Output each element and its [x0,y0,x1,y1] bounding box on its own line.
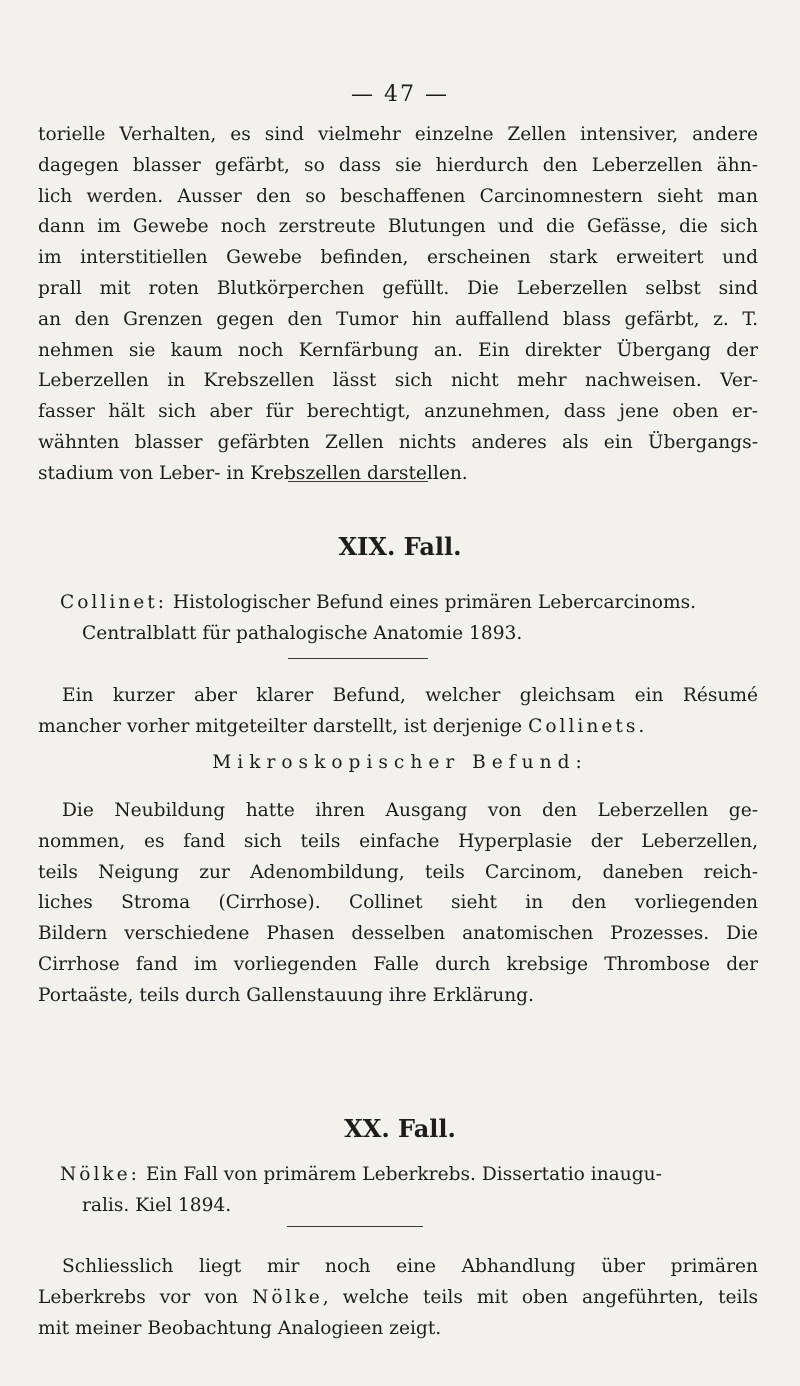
subheading-mikroskopisch: Mikroskopischer Befund: [212,752,588,773]
text-line: Bildern verschiedene Phasen desselben anatomischen Prozesses. Die [38,923,758,945]
text-line: Cirrhose fand im vorliegenden Falle durch krebsige Thrombose der [38,953,758,975]
text-line: Schliesslich liegt mir noch eine Abhandlung über primären [62,1256,758,1277]
text-fragment: mancher vorher mitgeteilter darstellt, ist derjenige [38,715,529,737]
text-line: fasser hält sich aber für berechtigt, anzunehmen, dass jene oben er- [38,401,758,423]
text-line: liches Stroma (Cirrhose). Collinet sieht in den vorliegenden [38,892,758,914]
text-line: Portaäste, teils durch Gallenstauung ihre Erklärung. [38,984,534,1006]
author-name: Nölke [252,1286,323,1308]
page-number: — 47 — [351,82,449,107]
reference-author: Nölke: [60,1164,140,1185]
text-line: Leberzellen in Krebszellen lässt sich nicht mehr nachweisen. Ver- [38,370,758,392]
case-20-reference [60,1160,720,1222]
divider [288,658,428,659]
text-line: nehmen sie kaum noch Kernfärbung an. Ein direkter Übergang der [38,339,758,361]
text-line: im interstitiellen Gewebe befinden, erscheinen stark erweitert und [38,247,758,269]
text-line: nommen, es fand sich teils einfache Hyperplasie der Leberzellen, [38,830,758,852]
text-line: stadium von Leber- in Krebszellen darstellen. [38,462,468,484]
reference-title: Ein Fall von primärem Leberkrebs. Dissertatio inaugu- [139,1164,662,1185]
case-19-intro [38,681,758,743]
text-line: dann im Gewebe noch zerstreute Blutungen und die Gefässe, die sich [38,216,758,238]
reference-title: Histologischer Befund eines primären Lebercarcinoms. [166,592,697,613]
reference-source: ralis. Kiel 1894. [82,1194,232,1216]
text-line: prall mit roten Blutkörperchen gefüllt. Die Leberzellen selbst sind [38,277,758,299]
divider [288,481,428,482]
case-19-heading: XIX. Fall. [338,532,462,561]
text-line: wähnten blasser gefärbten Zellen nichts anderes als ein Übergangs- [38,431,758,453]
paragraph-continuation [38,120,758,490]
case-20-body [38,1252,758,1344]
text-line: lich werden. Ausser den so beschaffenen Carcinomnestern sieht man [38,185,758,207]
text-line: dagegen blasser gefärbt, so dass sie hierdurch den Leberzellen ähn- [38,154,758,176]
text-line: mit meiner Beobachtung Analogieen zeigt. [38,1317,442,1339]
text-line: torielle Verhalten, es sind vielmehr einzelne Zellen intensiver, andere [38,124,758,145]
divider [287,1226,423,1227]
case-19-reference [60,588,720,650]
case-20-heading: XX. Fall. [344,1114,456,1143]
text-line: Die Neubildung hatte ihren Ausgang von den Leberzellen ge- [62,800,758,821]
author-name: Collinets. [528,715,648,737]
reference-source: Centralblatt für pathalogische Anatomie 1893. [82,622,523,644]
text-line: teils Neigung zur Adenombildung, teils Carcinom, daneben reich- [38,861,758,883]
text-line: Ein kurzer aber klarer Befund, welcher gleichsam ein Résumé [62,685,758,706]
case-19-body [38,796,758,1012]
text-fragment: Leberkrebs vor von [38,1286,253,1308]
reference-author: Collinet: [60,592,167,613]
text-fragment: , welche teils mit oben angeführten, teils [322,1286,758,1308]
text-line: an den Grenzen gegen den Tumor hin auffallend blass gefärbt, z. T. [38,308,758,330]
